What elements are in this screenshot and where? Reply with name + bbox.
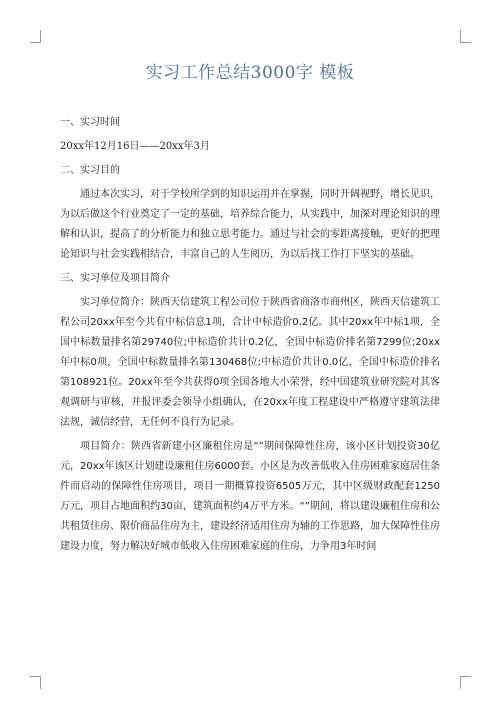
document-title: 实习工作总结3000字 模板 [145, 63, 355, 83]
crop-mark-bottom-right [460, 676, 471, 689]
unit-intro-paragraph: 实习单位简介：陕西天信建筑工程公司位于陕西省商洛市商州区，陕西天信建筑工程公司20xx年至今共有中标信息1项，合计中标造价0.2亿。其中20xx年中标1项，全国中标数量排名第29740位;中标造价共计0.2亿，全国中标造价排名第7299位;20xx年中标0项，全国中标数量排名第130468位;中标造价共计0.0亿，全国中标造价排名第108921位。20xx年至今共获得0项全国各地大小荣誉，经中国建筑业研究院对其客观调研与审核，并报评委会领导小组确认，在20xx年度工程建设中严格遵守建筑法律法规，诚信经营，无任何不良行为记录。 [60, 297, 440, 428]
section-heading-unit: 三、实习单位及项目简介 [60, 273, 170, 284]
project-intro-paragraph: 项目简介：陕西省新建小区廉租住房是“”期间保障性住房，该小区计划投资30亿元，20xx年该区计划建设廉租住房6000套。小区是为改善低收入住房困难家庭居住条件而启动的保障性住房项目，项目一期概算投资6505万元，其中区级财政配套1250万元，项目占地面积约30亩，建筑面积约4万平方米。“”期间，将以建设廉租住房和公共租赁住房、限价商品住房为主，建设经济适用住房为辅的工作思路，加大保障性住房建设力度，努力解决好城市低收入住房困难家庭的住房，力争用3年时间 [60, 441, 441, 552]
section-heading-purpose: 二、实习目的 [60, 165, 120, 176]
crop-mark-top-left [30, 30, 41, 43]
internship-period: 20xx年12月16日——20xx年3月 [60, 141, 210, 152]
crop-mark-bottom-left [30, 676, 41, 689]
purpose-paragraph: 通过本次实习，对于学校所学到的知识运用并在掌握，同时开阔视野，增长见识，为以后做这个行业奠定了一定的基础，培养综合能力，从实践中，加深对理论知识的理解和认识，提高了的分析能力和独立思考能力。通过与社会的零距离接触，更好的把理论知识与社会实践相结合，丰富自己的人生阅历，为以后找工作打下坚实的基础。 [60, 189, 440, 260]
section-heading-time: 一、实习时间 [60, 117, 120, 128]
document-body [60, 58, 440, 561]
crop-mark-top-right [460, 30, 471, 43]
